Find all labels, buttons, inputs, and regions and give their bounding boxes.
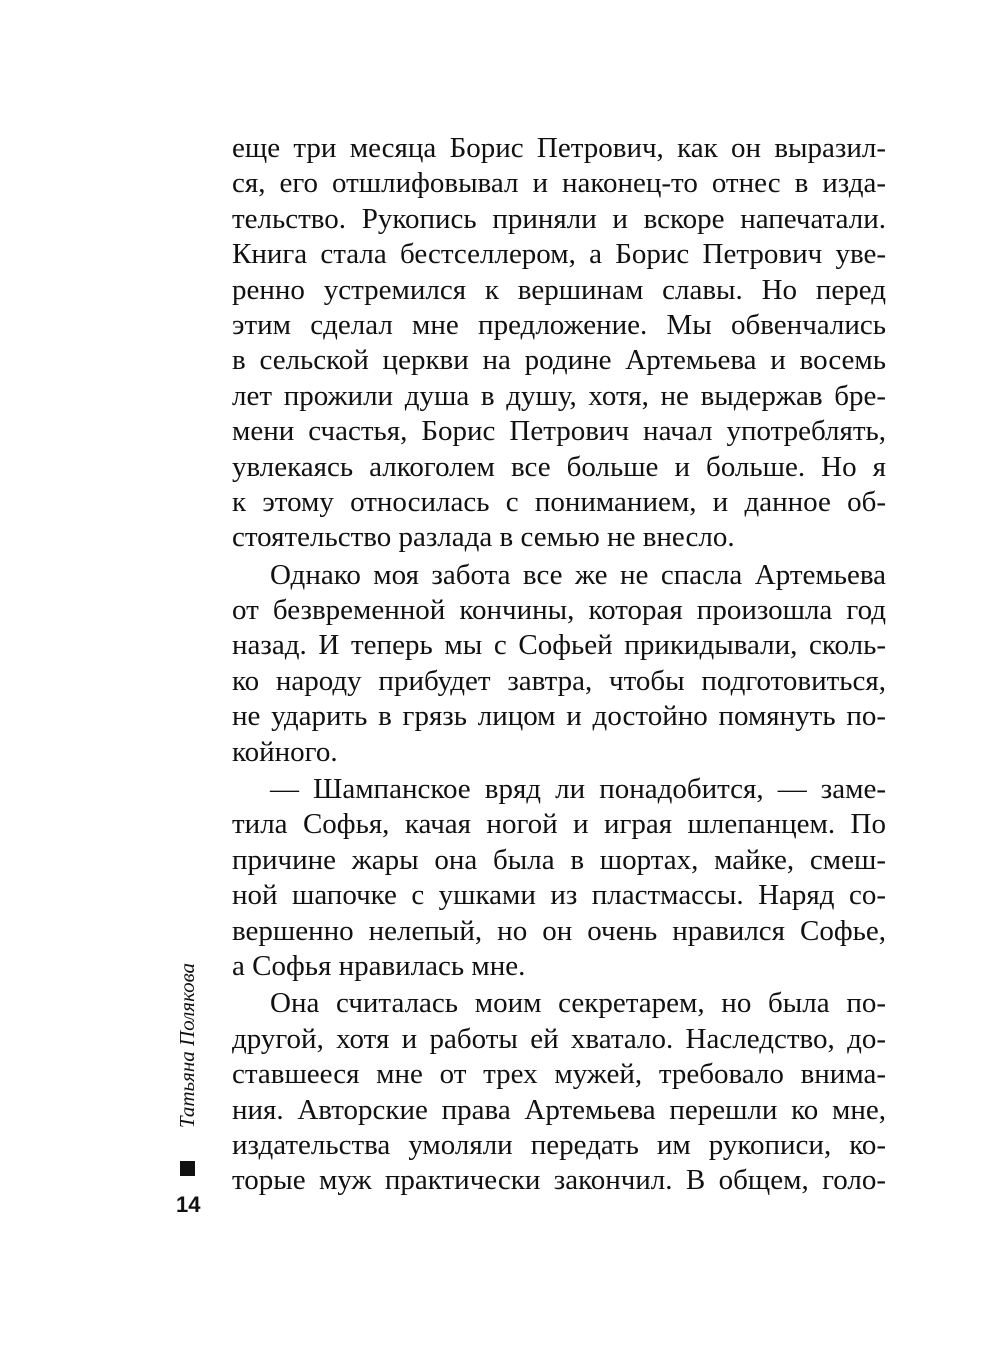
text-line: Однако моя забота все же не спасла Артемьева: [270, 558, 886, 591]
running-head: [173, 950, 203, 1140]
text-line: лет прожили душа в душу, хотя, не выдержав бре-: [232, 379, 886, 412]
text-line: увлекаясь алкоголем все больше и больше. Но я: [232, 450, 886, 483]
text-line: еще три месяца Борис Петрович, как он выразил-: [232, 132, 886, 164]
text-line: другой, хотя и работы ей хватало. Наследство, до-: [232, 1022, 886, 1055]
text-line: стоятельство разлада в семью не внесло.: [232, 521, 735, 554]
text-line: к этому относилась с пониманием, и данное об-: [232, 485, 886, 518]
text-line: а Софья нравилась мне.: [232, 949, 526, 982]
text-line: в сельской церкви на родине Артемьева и восемь: [232, 344, 886, 377]
text-line: причине жары она была в шортах, майке, смеш-: [232, 843, 886, 876]
body-text: [232, 131, 886, 1199]
text-line: тельство. Рукопись приняли и вскоре напечатали.: [232, 202, 886, 235]
paragraph-3: [232, 772, 886, 984]
text-line: Она считалась моим секретарем, но была по-: [270, 987, 886, 1020]
author-name: Татьяна Полякова: [175, 962, 200, 1128]
text-line: издательства умоляли передать им рукописи, ко-: [232, 1128, 886, 1161]
text-line: ния. Авторские права Артемьева перешли ко мне,: [232, 1093, 886, 1126]
paragraph-2: [232, 558, 886, 770]
paragraph-4: [232, 986, 886, 1198]
text-line: ной шапочке с ушками из пластмассы. Наряд со-: [232, 879, 886, 912]
paragraph-1: [232, 131, 886, 556]
text-line: койного.: [232, 735, 338, 768]
text-line: от безвременной кончины, которая произошла год: [232, 594, 886, 627]
text-line: тила Софья, качая ногой и играя шлепанцем. По: [232, 808, 886, 841]
text-line: этим сделал мне предложение. Мы обвенчались: [232, 308, 886, 341]
text-line: не ударить в грязь лицом и достойно помянуть по-: [232, 700, 886, 733]
text-line: ко народу прибудет завтра, чтобы подготовиться,: [232, 664, 886, 697]
text-line: торые муж практически закончил. В общем, голо-: [232, 1164, 886, 1197]
text-line: — Шампанское вряд ли понадобится, — заме-: [270, 773, 886, 806]
text-line: ренно устремился к вершинам славы. Но перед: [232, 273, 886, 306]
text-line: ся, его отшлифовывал и наконец-то отнес в изда-: [232, 167, 886, 200]
text-line: вершенно нелепый, но он очень нравился Софье,: [232, 914, 886, 947]
page-number: 14: [176, 1192, 201, 1217]
text-line: мени счастья, Борис Петрович начал употреблять,: [232, 415, 886, 448]
square-marker-icon: [180, 1161, 195, 1176]
text-line: ставшееся мне от трех мужей, требовало внима-: [232, 1058, 886, 1091]
text-line: Книга стала бестселлером, а Борис Петрович уве-: [232, 238, 886, 271]
text-line: назад. И теперь мы с Софьей прикидывали, сколь-: [232, 629, 886, 662]
